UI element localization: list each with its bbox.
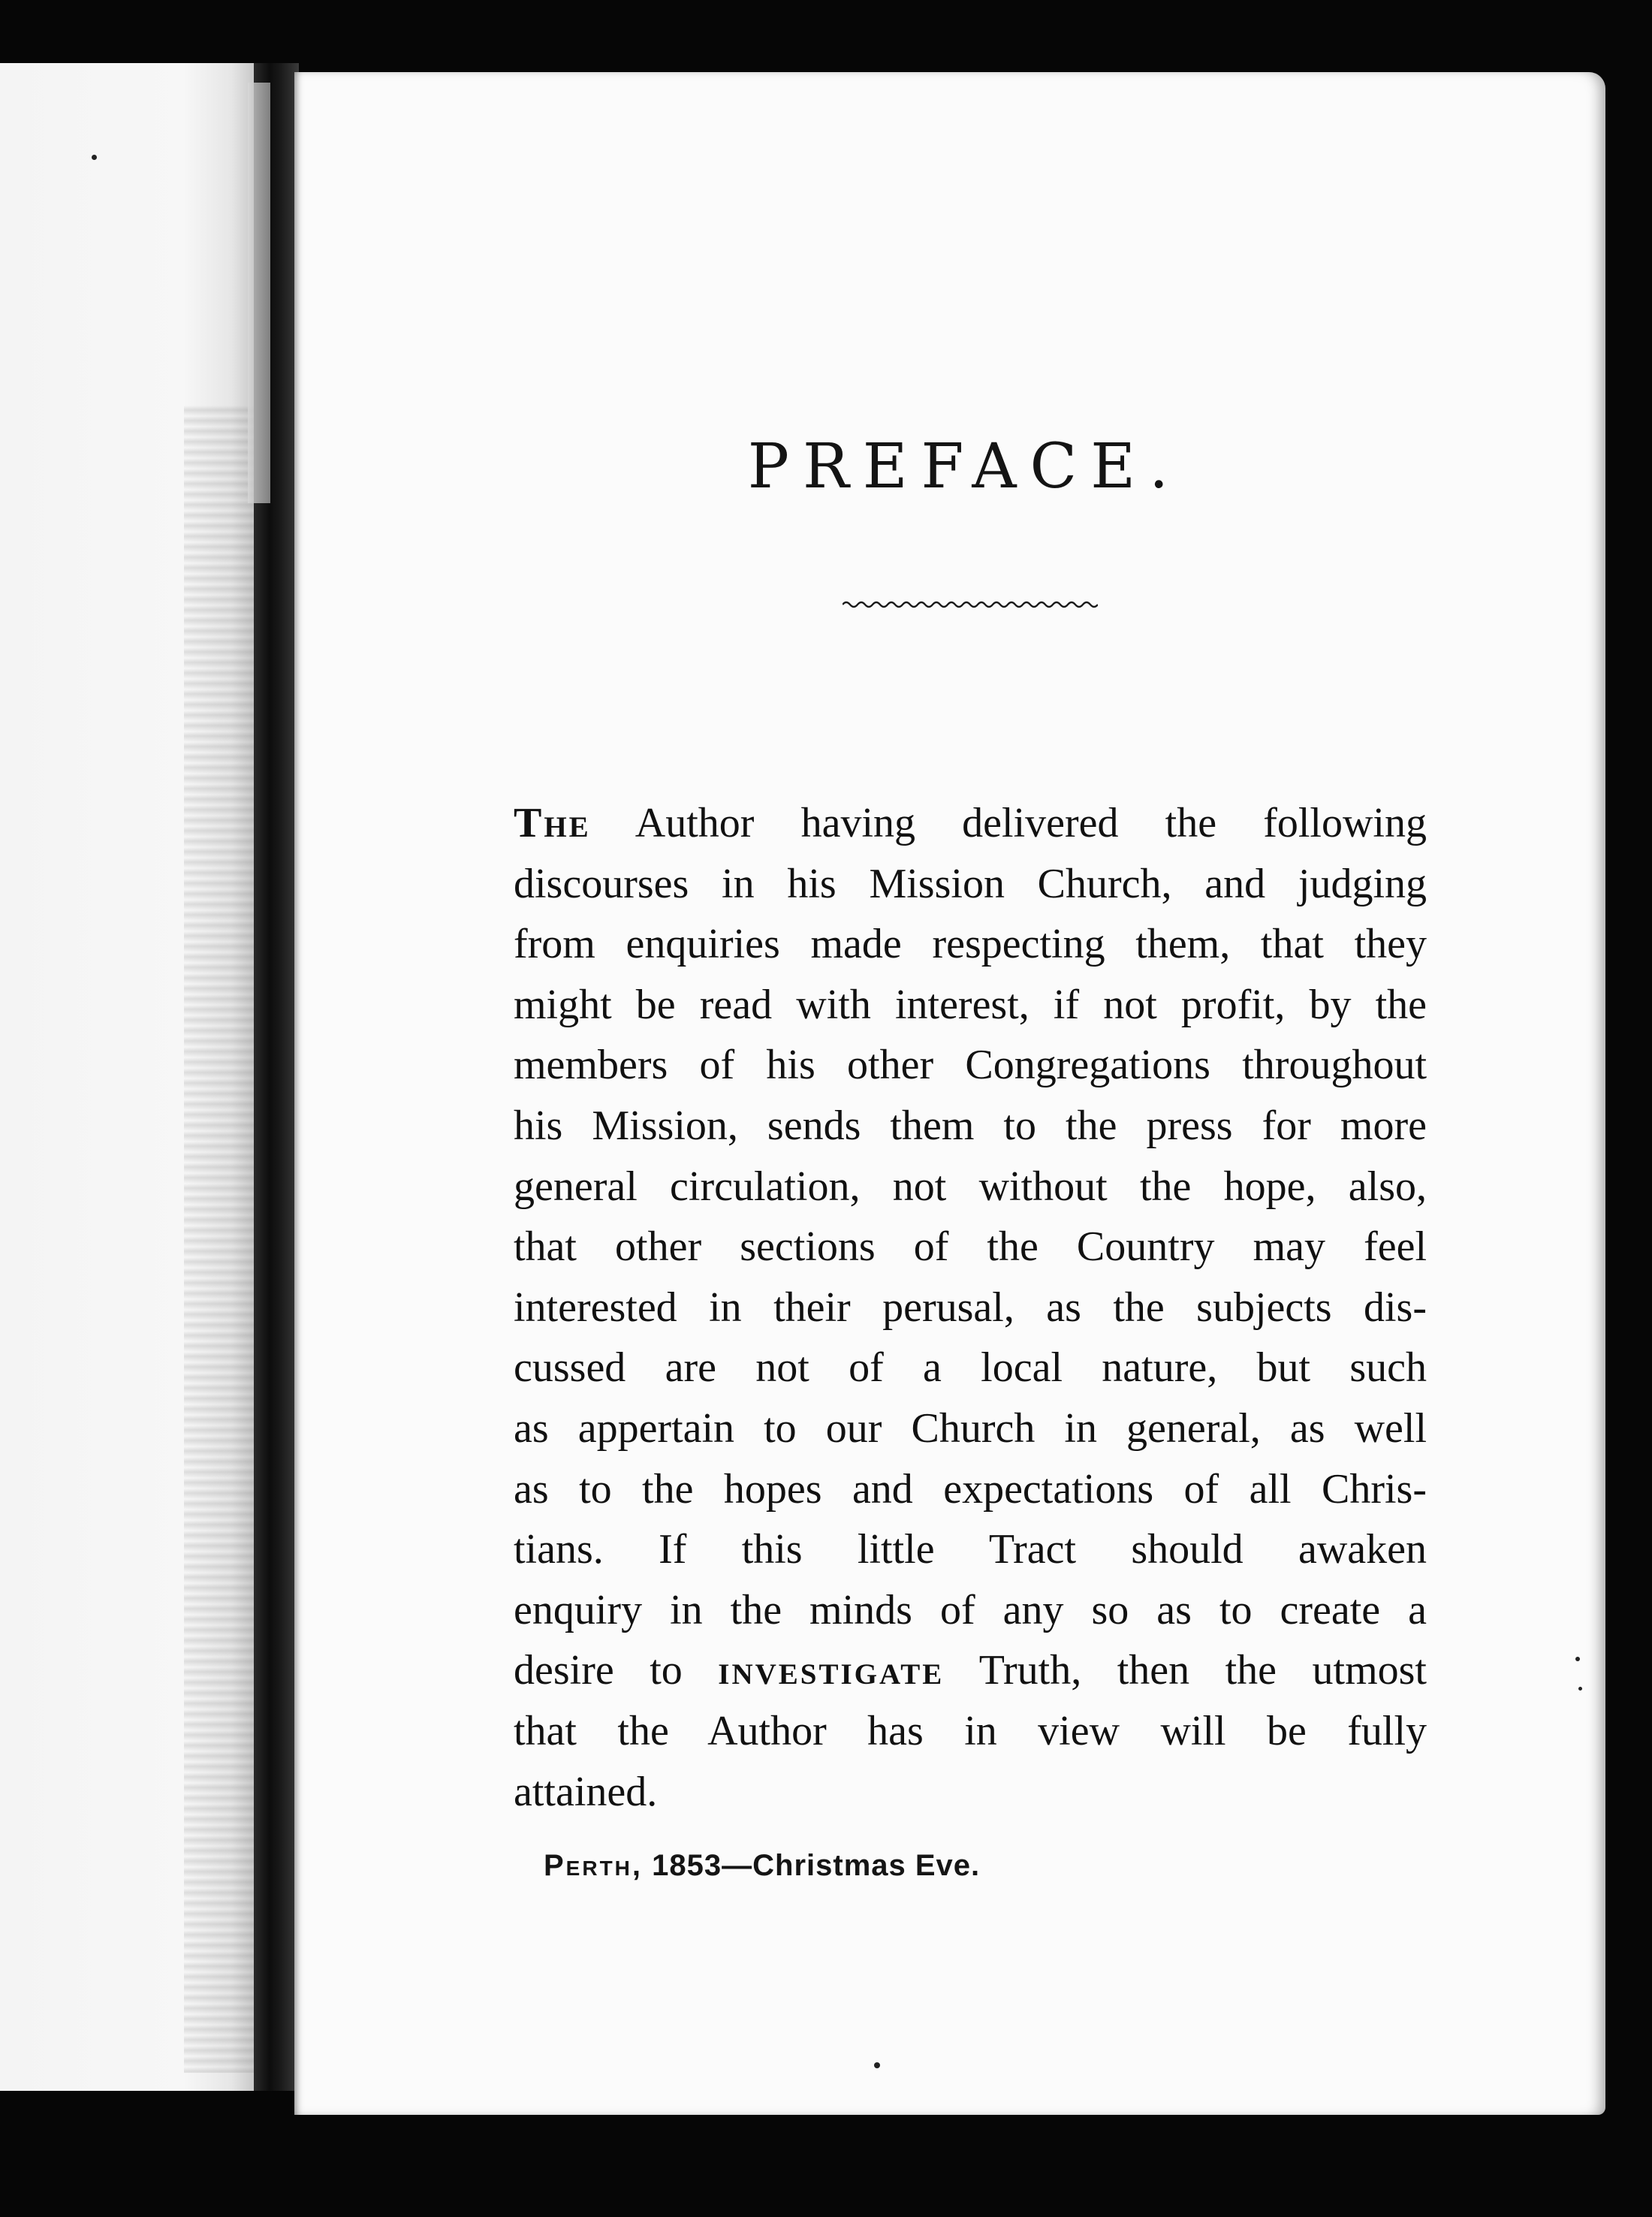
ink-speck [92, 155, 97, 160]
ink-speck [1578, 1687, 1582, 1691]
ink-speck [874, 2062, 880, 2068]
body-line: desire to investigate Truth, then the utmost [514, 1647, 1427, 1694]
body-line: interested in their perusal, as the subjects dis- [514, 1283, 1427, 1331]
body-line: tians. If this little Tract should awaken [514, 1526, 1427, 1573]
body-line: his Mission, sends them to the press for more [514, 1102, 1427, 1149]
body-line: general circulation, not without the hope, also, [514, 1163, 1427, 1210]
body-line: from enquiries made respecting them, that they [514, 921, 1427, 968]
ink-speck [1575, 1657, 1580, 1661]
dateline [544, 1849, 980, 1883]
body-line: attained. [514, 1768, 658, 1815]
body-line: that the Author has in view will be fully [514, 1707, 1427, 1754]
body-line: enquiry in the minds of any so as to create a [514, 1586, 1427, 1633]
body-line: discourses in his Mission Church, and judging [514, 860, 1427, 907]
wavy-rule-ornament [843, 598, 1098, 611]
body-line: that other sections of the Country may feel [514, 1223, 1427, 1271]
body-line: as to the hopes and expectations of all Chris- [514, 1465, 1427, 1513]
preface-body [514, 793, 1427, 1822]
dateline-date: 1853—Christmas Eve. [652, 1849, 981, 1882]
body-line: The Author having delivered the following [514, 800, 1427, 846]
gutter-highlight [248, 83, 270, 503]
body-line: cussed are not of a local nature, but such [514, 1344, 1427, 1392]
opening-word: The [514, 800, 591, 846]
body-line: members of his other Congregations throughout [514, 1042, 1427, 1089]
body-line: might be read with interest, if not profit, by the [514, 981, 1427, 1028]
preface-page [294, 72, 1605, 2115]
page-heading: PREFACE. [747, 431, 1183, 502]
emphasized-word: investigate [718, 1647, 945, 1694]
dateline-place: Perth, [544, 1849, 644, 1882]
body-line: as appertain to our Church in general, as well [514, 1404, 1427, 1452]
